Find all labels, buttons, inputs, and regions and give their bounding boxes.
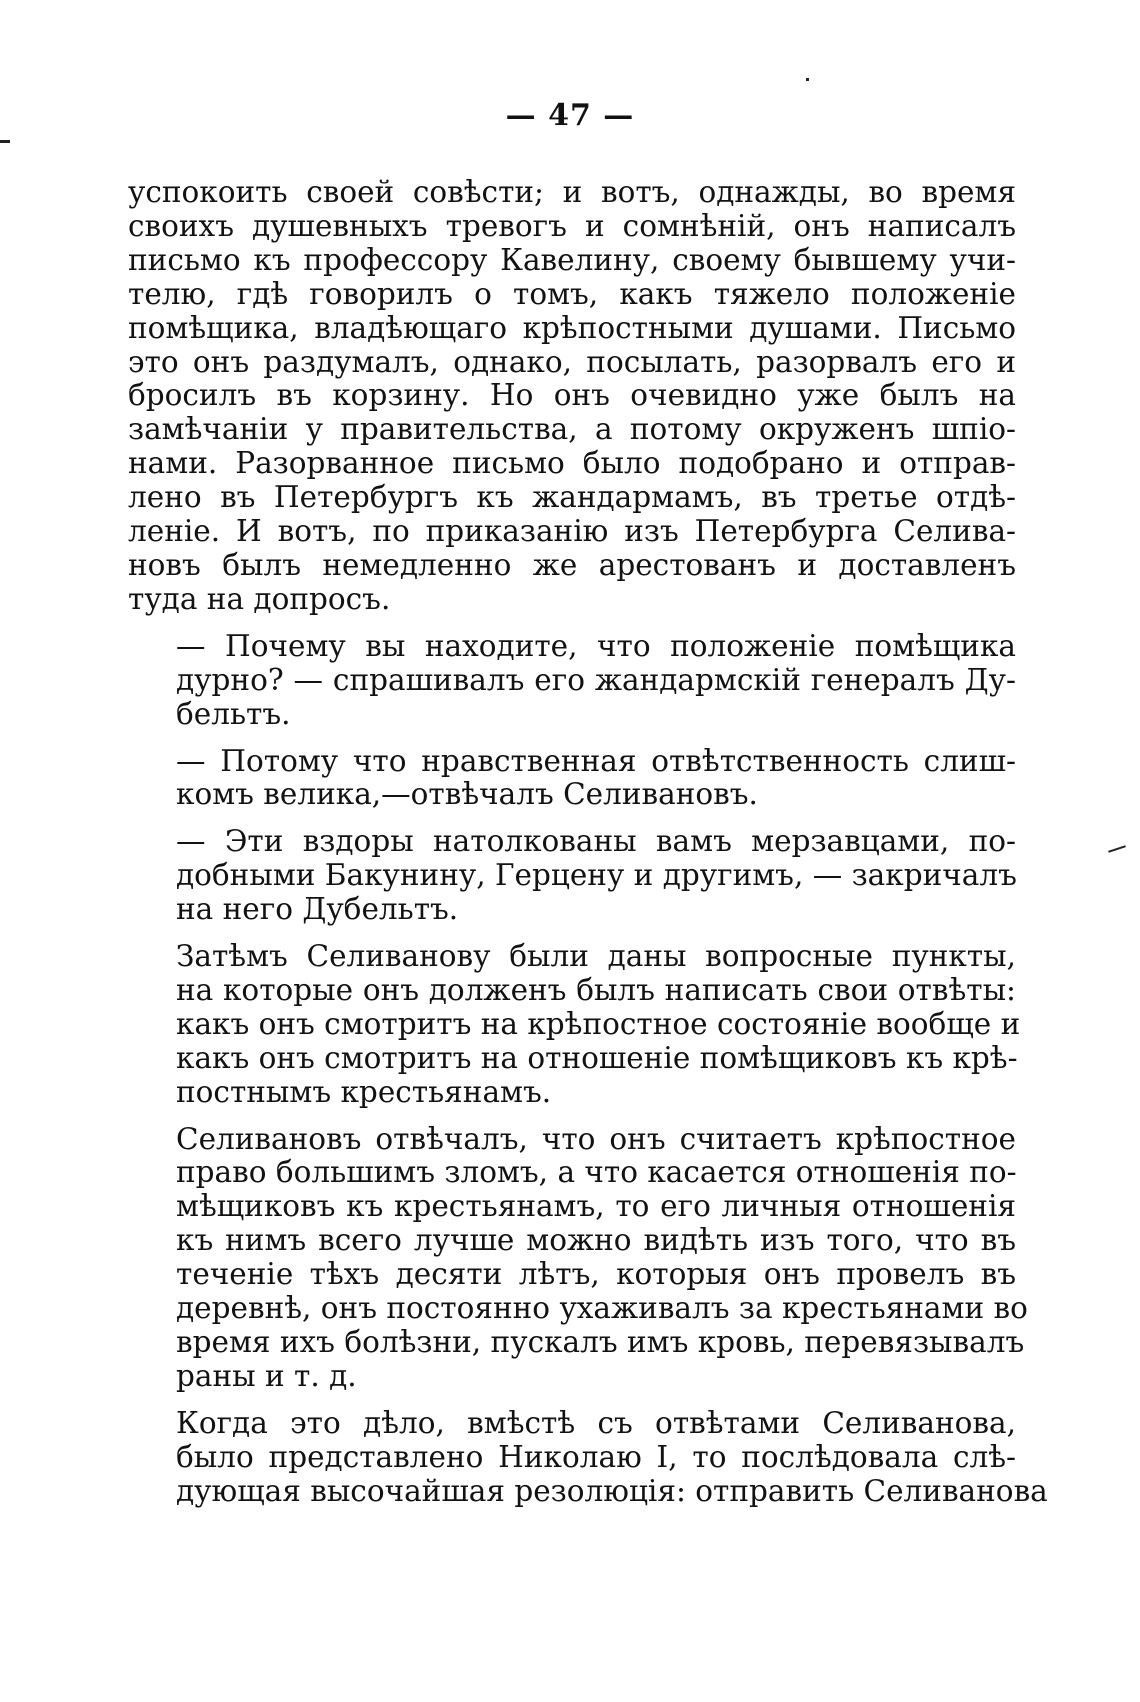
text-line: телю, гдѣ говорилъ о томъ, какъ тяжело положеніе [128, 276, 1016, 311]
margin-mark-right [1108, 845, 1126, 852]
paragraph [128, 1405, 1048, 1509]
text-line: нами. Разорванное письмо было подобрано и отправ- [128, 446, 1016, 481]
paragraph [128, 176, 1016, 617]
text-line: время ихъ болѣзни, пускалъ имъ кровь, перевязывалъ [176, 1325, 1025, 1359]
text-line: Затѣмъ Селиванову были даны вопросные пункты, [176, 939, 1016, 974]
text-line: право большимъ зломъ, а что касается отношенія по- [176, 1155, 1017, 1190]
text-line: — Потому что нравственная отвѣтственность слиш- [176, 743, 1016, 778]
text-line: было представлено Николаю I, то послѣдовала слѣ- [176, 1439, 1016, 1474]
text-line: Селивановъ отвѣчалъ, что онъ считаетъ крѣпостное [176, 1121, 1016, 1156]
text-line: помѣщика, владѣющаго крѣпостными душами. Письмо [128, 310, 1016, 345]
text-line: Когда это дѣло, вмѣстѣ съ отвѣтами Селиванова, [176, 1405, 1016, 1440]
text-line: комъ велика,—отвѣчалъ Селивановъ. [176, 777, 758, 812]
margin-speck [806, 78, 809, 81]
text-line: своихъ душевныхъ тревогъ и сомнѣній, онъ написалъ [128, 208, 1016, 243]
text-line: постнымъ крестьянамъ. [176, 1074, 552, 1109]
text-line: — Эти вздоры натолкованы вамъ мерзавцами, по- [176, 824, 1016, 859]
text-line: мѣщиковъ къ крестьянамъ, то его личныя отношенія [176, 1189, 1016, 1224]
body-text [128, 175, 1048, 1522]
text-line: леніе. И вотъ, по приказанію изъ Петербурга Селива- [128, 514, 1016, 549]
text-line: это онъ раздумалъ, однако, посылать, разорвалъ его и [128, 344, 1016, 379]
text-line: къ нимъ всего лучше можно видѣть изъ того, что въ [176, 1223, 1016, 1258]
text-line: бельтъ. [176, 696, 291, 731]
paragraph [128, 939, 1021, 1110]
paragraph [128, 630, 1016, 732]
text-line: раны и т. д. [176, 1358, 357, 1393]
text-line: на него Дубельтъ. [176, 892, 459, 927]
paragraph [128, 825, 1016, 927]
text-line: успокоить своей совѣсти; и вотъ, однажды, во время [128, 175, 1016, 209]
margin-mark-left [0, 140, 10, 143]
text-line: дурно? — спрашивалъ его жандармскій генералъ Ду- [176, 662, 1016, 697]
text-line: деревнѣ, онъ постоянно ухаживалъ за крестьянами во [176, 1291, 1028, 1326]
text-line: — Почему вы находите, что положеніе помѣщика [176, 628, 1016, 663]
text-line: письмо къ профессору Кавелину, своему бывшему учи- [128, 242, 1016, 277]
text-line: замѣчаніи у правительства, а потому окруженъ шпіо- [128, 412, 1016, 447]
text-line: дующая высочайшая резолюція: отправить Селиванова [176, 1473, 1048, 1508]
paragraph [128, 745, 1016, 813]
text-line: лено въ Петербургъ къ жандармамъ, въ третье отдѣ- [128, 480, 1016, 515]
text-line: какъ онъ смотритъ на отношеніе помѣщиковъ къ крѣ- [176, 1040, 1018, 1075]
text-line: туда на допросъ. [128, 581, 391, 616]
text-line: добными Бакунину, Герцену и другимъ, — закричалъ [176, 858, 1017, 893]
page-number: — 47 — [505, 98, 635, 133]
text-line: бросилъ въ корзину. Но онъ очевидно уже былъ на [128, 378, 1016, 413]
text-line: теченіе тѣхъ десяти лѣтъ, которыя онъ провелъ въ [176, 1257, 1016, 1292]
paragraph [128, 1121, 1028, 1394]
text-line: новъ былъ немедленно же арестованъ и доставленъ [128, 547, 1016, 582]
text-line: на которые онъ долженъ былъ написать свои отвѣты: [176, 972, 1016, 1007]
text-line: какъ онъ смотритъ на крѣпостное состояніе вообще и [176, 1006, 1021, 1041]
